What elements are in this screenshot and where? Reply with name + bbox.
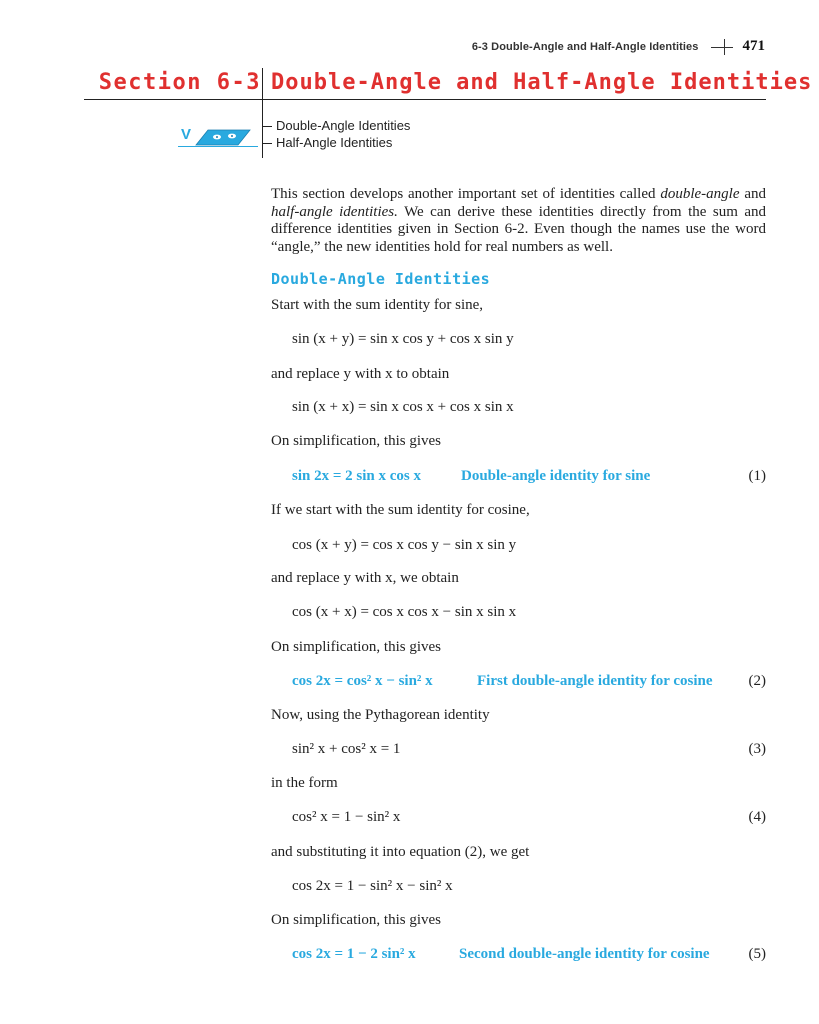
subsection-item: Half-Angle Identities xyxy=(262,134,410,151)
icon-baseline xyxy=(178,146,258,147)
equation-number: (3) xyxy=(748,741,766,757)
equation-number: (2) xyxy=(748,673,766,689)
equation-highlight: cos 2x = cos² x − sin² x xyxy=(292,673,433,689)
text-line: On simplification, this gives xyxy=(271,912,441,928)
subsection-list xyxy=(262,117,410,151)
equation: sin (x + x) = sin x cos x + cos x sin x xyxy=(292,399,514,415)
text-line: and replace y with x to obtain xyxy=(271,366,450,382)
text-line: and substituting it into equation (2), we get xyxy=(271,844,530,860)
running-head xyxy=(472,38,765,55)
text-line: If we start with the sum identity for cosine, xyxy=(271,502,530,518)
equation-highlight: sin 2x = 2 sin x cos x xyxy=(292,468,421,484)
equation-number: (1) xyxy=(748,468,766,484)
text-line: Start with the sum identity for sine, xyxy=(271,297,484,313)
equation: sin² x + cos² x = 1 xyxy=(292,741,401,757)
equation-description: First double-angle identity for cosine xyxy=(477,673,713,689)
text-line: Now, using the Pythagorean identity xyxy=(271,707,490,723)
intro-paragraph: This section develops another important set of identities called double-angle and half-angle identities. We can derive these identities directly from the sum and difference identities given in Section 6-2. Even though the names use the word “angle,” the new identities hold for real numbers as well. xyxy=(271,186,766,255)
subheading: Double-Angle Identities xyxy=(271,270,491,288)
text-line: On simplification, this gives xyxy=(271,639,441,655)
calculator-icon xyxy=(178,124,258,150)
section-heading xyxy=(0,70,819,96)
text-line: in the form xyxy=(271,775,338,791)
equation: sin (x + y) = sin x cos y + cos x sin y xyxy=(292,331,514,347)
section-number: Section 6-3 xyxy=(98,70,261,95)
equation-description: Second double-angle identity for cosine xyxy=(459,946,710,962)
equation-description: Double-angle identity for sine xyxy=(461,468,651,484)
running-head-title: 6-3 Double-Angle and Half-Angle Identities xyxy=(471,40,699,53)
equation-number: (4) xyxy=(748,809,766,825)
running-head-divider xyxy=(711,39,733,55)
icon-letter: V xyxy=(181,126,192,143)
title-rule xyxy=(84,99,766,100)
text-line: and replace y with x, we obtain xyxy=(271,570,459,586)
equation-highlight: cos 2x = 1 − 2 sin² x xyxy=(292,946,416,962)
section-title: Double-Angle and Half-Angle Identities xyxy=(271,70,813,95)
subsection-item: Double-Angle Identities xyxy=(262,117,410,134)
equation: cos (x + y) = cos x cos y − sin x sin y xyxy=(292,537,517,553)
page-number: 471 xyxy=(742,38,765,54)
equation-number: (5) xyxy=(748,946,766,962)
text-line: On simplification, this gives xyxy=(271,433,441,449)
equation: cos (x + x) = cos x cos x − sin x sin x xyxy=(292,604,517,620)
equation: cos 2x = 1 − sin² x − sin² x xyxy=(292,878,453,894)
equation: cos² x = 1 − sin² x xyxy=(292,809,401,825)
